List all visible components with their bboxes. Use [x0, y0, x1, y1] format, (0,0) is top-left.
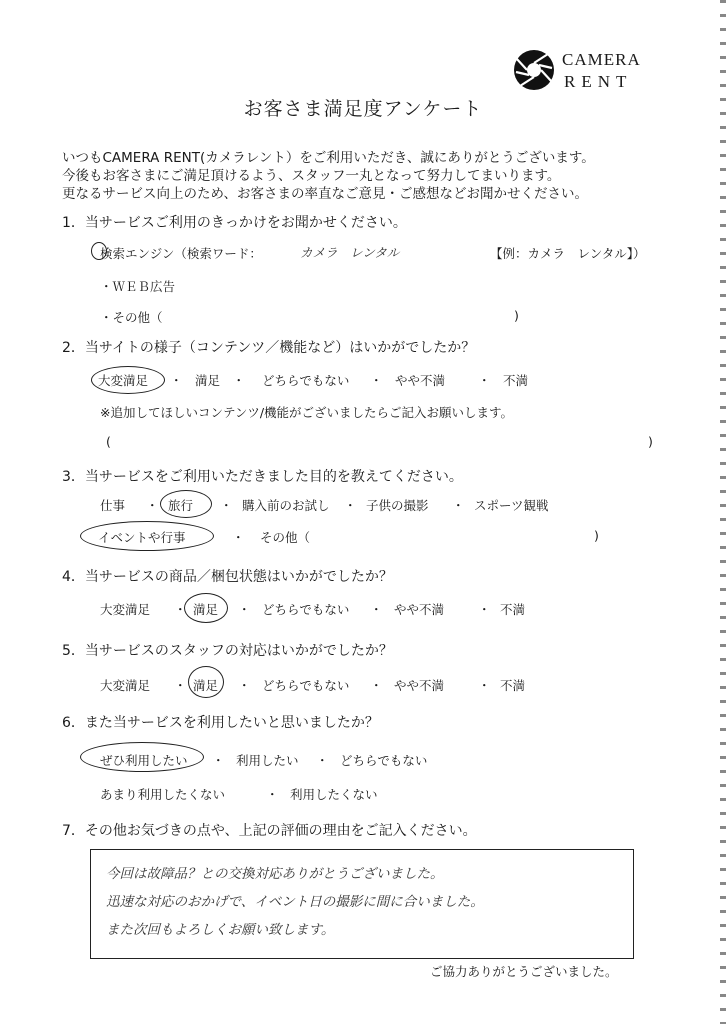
q6-separator: ・ — [316, 753, 329, 768]
q3-separator: ・ — [146, 498, 159, 513]
question-2: 2．当サイトの様子（コンテンツ／機能など）はいかがでしたか？ — [62, 340, 476, 356]
camera-rent-logo — [512, 48, 652, 96]
scan-edge-marks — [720, 0, 726, 1024]
q4-separator: ・ — [238, 602, 251, 617]
q6-option-yes: 利用したい — [236, 753, 299, 768]
q3-option-travel: 旅行 — [168, 498, 194, 513]
logo-text-rent: RENT — [564, 72, 633, 91]
q2-close-paren: ) — [648, 434, 653, 449]
q3-option-other: その他（ — [260, 530, 311, 545]
q6-separator: ・ — [266, 787, 279, 802]
q1-option-search: 検索エンジン（検索ワード： — [100, 246, 262, 261]
q2-option-neutral: どちらでもない — [262, 373, 350, 388]
q6-option-definitely: ぜひ利用したい — [100, 753, 188, 768]
q4-option-neutral: どちらでもない — [262, 602, 350, 617]
page-title: お客さま満足度アンケート — [243, 98, 483, 120]
q6-separator: ・ — [212, 753, 225, 768]
q3-separator: ・ — [220, 498, 233, 513]
q1-other-close: ) — [514, 308, 519, 323]
comment-line-2: 迅速な対応のおかげで、イベント日の撮影に間に合いました。 — [106, 894, 484, 910]
q5-option-dissatisfied: 不満 — [500, 678, 526, 693]
q2-open-paren: ( — [106, 434, 111, 449]
q3-option-work: 仕事 — [100, 498, 126, 513]
q2-option-very-satisfied: 大変満足 — [98, 373, 149, 388]
q4-option-very-satisfied: 大変満足 — [100, 602, 151, 617]
q1-example: 【例：カメラ レンタル】） — [490, 246, 646, 261]
q6-option-neutral: どちらでもない — [340, 753, 428, 768]
q3-option-event: イベントや行事 — [98, 530, 186, 545]
q5-option-satisfied: 満足 — [193, 678, 219, 693]
aperture-icon — [512, 48, 556, 92]
comment-line-1: 今回は故障品？との交換対応ありがとうございました。 — [106, 866, 444, 882]
q4-option-slightly-dissatisfied: やや不満 — [394, 602, 445, 617]
q4-separator: ・ — [174, 602, 187, 617]
q6-option-no: 利用したくない — [290, 787, 378, 802]
q5-separator: ・ — [238, 678, 251, 693]
q2-option-satisfied: ・ 満足 ・ — [170, 373, 246, 388]
intro-line-3: 更なるサービス向上のため、お客さまの率直なご意見・ご感想などお聞かせください。 — [62, 186, 588, 202]
q3-separator: ・ — [344, 498, 357, 513]
logo-text-camera: CAMERA — [562, 50, 641, 69]
q1-search-word: カメラ レンタル — [300, 245, 400, 260]
question-5: 5．当サービスのスタッフの対応はいかがでしたか？ — [62, 643, 393, 659]
q1-option-web-ad: ・ＷＥＢ広告 — [100, 279, 176, 294]
q6-option-not-really: あまり利用したくない — [100, 787, 226, 802]
question-7: 7．その他お気づきの点や、上記の評価の理由をご記入ください。 — [62, 823, 477, 839]
closing-thanks: ご協力ありがとうございました。 — [430, 964, 618, 979]
q4-separator: ・ — [370, 602, 383, 617]
question-3: 3．当サービスをご利用いただきました目的を教えてください。 — [62, 469, 463, 485]
q4-option-dissatisfied: 不満 — [500, 602, 526, 617]
question-4: 4．当サービスの商品／梱包状態はいかがでしたか？ — [62, 569, 393, 585]
q2-note: ※追加してほしいコンテンツ/機能がございましたらご記入お願いします。 — [100, 405, 514, 420]
q5-separator: ・ — [174, 678, 187, 693]
question-6: 6．また当サービスを利用したいと思いましたか？ — [62, 715, 379, 731]
q3-separator: ・ — [232, 530, 245, 545]
q5-option-slightly-dissatisfied: やや不満 — [394, 678, 445, 693]
comment-line-3: また次回もよろしくお願い致します。 — [106, 922, 335, 938]
q3-option-sports: スポーツ観戦 — [474, 498, 549, 513]
q3-option-trial: 購入前のお試し — [242, 498, 330, 513]
q3-other-close: ) — [594, 528, 599, 543]
q5-separator: ・ — [370, 678, 383, 693]
q1-option-other: ・その他（ — [100, 310, 163, 325]
q2-option-slightly-dissatisfied: ・ やや不満 — [370, 373, 446, 388]
q5-option-neutral: どちらでもない — [262, 678, 350, 693]
q3-option-kids: 子供の撮影 — [366, 498, 429, 513]
q3-separator: ・ — [452, 498, 465, 513]
q5-option-very-satisfied: 大変満足 — [100, 678, 151, 693]
q2-option-dissatisfied: ・ 不満 — [478, 373, 529, 388]
q5-separator: ・ — [478, 678, 491, 693]
question-1: 1．当サービスご利用のきっかけをお聞かせください。 — [62, 215, 407, 231]
q4-separator: ・ — [478, 602, 491, 617]
intro-line-2: 今後もお客さまにご満足頂けるよう、スタッフ一丸となって努力してまいります。 — [62, 168, 561, 184]
q4-option-satisfied: 満足 — [193, 602, 219, 617]
intro-line-1: いつもCAMERA RENT(カメラレント）をご利用いただき、誠にありがとうございます。 — [62, 150, 595, 166]
